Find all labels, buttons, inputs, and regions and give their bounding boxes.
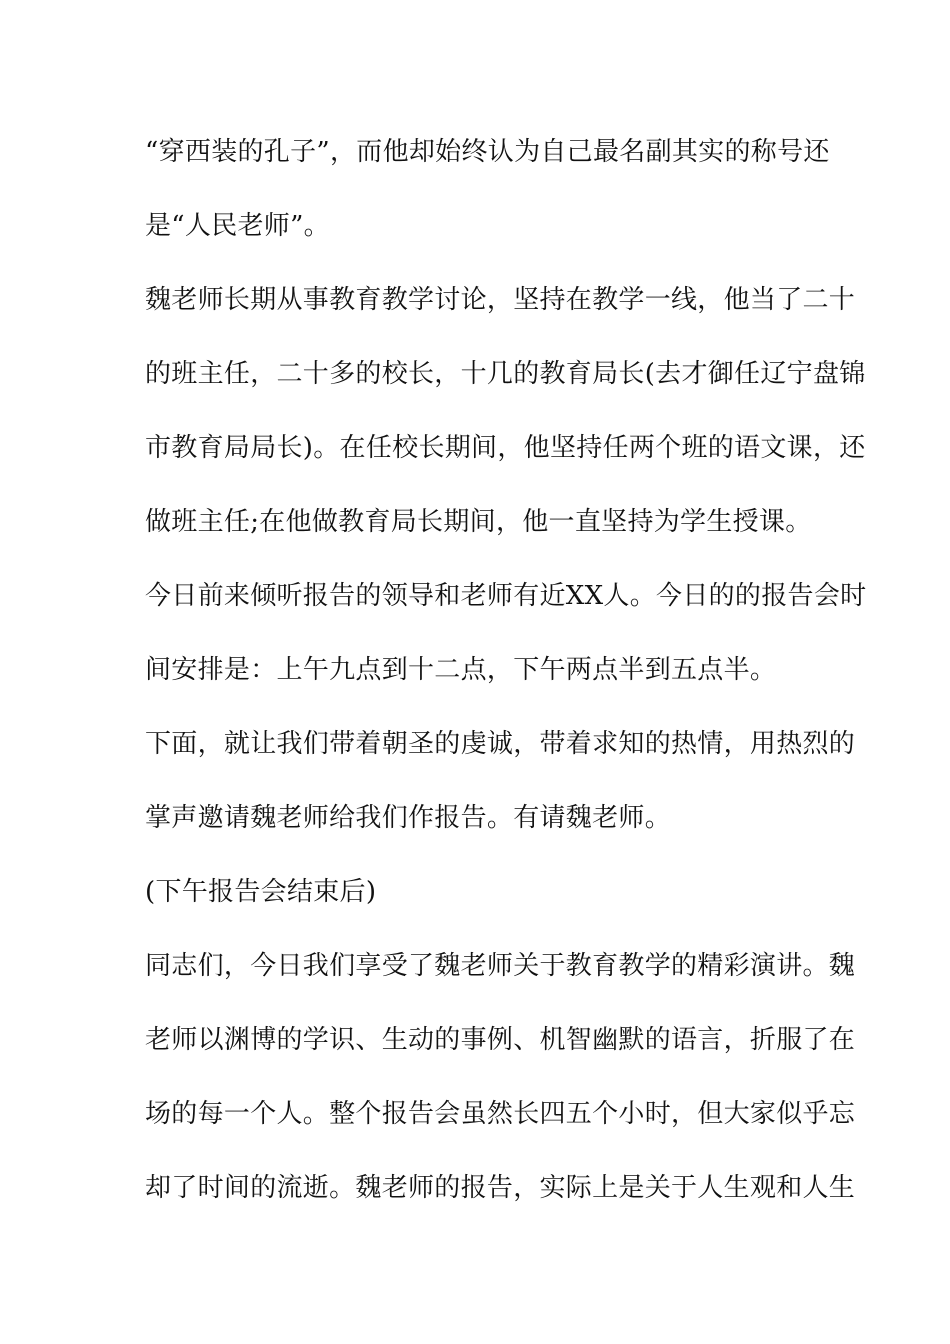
text-line: 却了时间的流逝。魏老师的报告，实际上是关于人生观和人生 — [145, 1173, 856, 1203]
text-line: 老师以渊博的学识、生动的事例、机智幽默的语言，折服了在 — [145, 1025, 856, 1055]
text-line: 魏老师长期从事教育教学讨论，坚持在教学一线，他当了二十 — [145, 285, 856, 315]
text-line: 场的每一个人。整个报告会虽然长四五个小时，但大家似乎忘 — [145, 1099, 856, 1129]
text-line: 今日前来倾听报告的领导和老师有近XX人。今日的的报告会时 — [145, 581, 867, 611]
text-line: (下午报告会结束后) — [145, 877, 377, 907]
text-line: 是“人民老师”。 — [145, 211, 330, 241]
text-line: 同志们，今日我们享受了魏老师关于教育教学的精彩演讲。魏 — [145, 951, 856, 981]
text-line: 掌声邀请魏老师给我们作报告。有请魏老师。 — [145, 803, 672, 833]
text-line: 下面，就让我们带着朝圣的虔诚，带着求知的热情，用热烈的 — [145, 729, 856, 759]
text-line: 间安排是：上午九点到十二点，下午两点半到五点半。 — [145, 655, 777, 685]
text-line: 市教育局局长)。在任校长期间，他坚持任两个班的语文课，还 — [145, 433, 866, 463]
text-line: 做班主任;在他做教育局长期间，他一直坚持为学生授课。 — [145, 507, 812, 537]
text-line: “穿西装的孔子”，而他却始终认为自己最名副其实的称号还 — [145, 137, 830, 167]
text-line: 的班主任，二十多的校长，十几的教育局长(去才御任辽宁盘锦 — [145, 359, 866, 389]
